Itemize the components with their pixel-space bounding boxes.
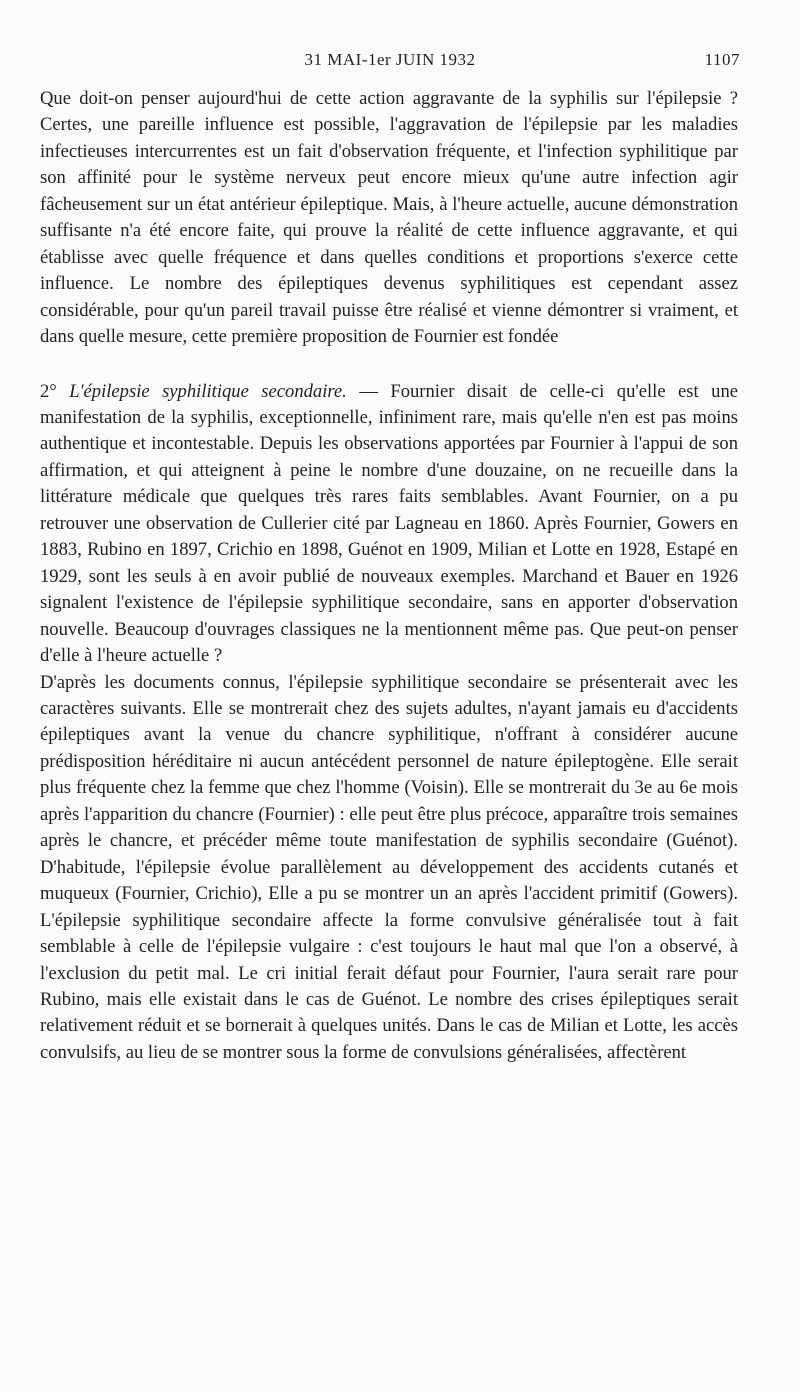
paragraph-section-2-intro [40,379,738,670]
paragraph-characteristics: D'après les documents connus, l'épilepsie syphilitique secondaire se présenterait avec les caractères suivants. Elle se montrerait chez des sujets adultes, n'ayant jamais eu d'accidents épileptiques avant la venue du chancre syphilitique, n'offrant à considérer aucune prédisposition héréditaire ni aucun antécédent personnel de nature épileptogène. Elle serait plus fréquente chez la femme que chez l'homme (Voisin). Elle se montrerait du 3e au 6e mois après l'apparition du chancre (Fournier) : elle peut être plus précoce, apparaître trois semaines après le chancre, et précéder même toute manifestation de syphilis secondaire (Guénot). D'habitude, l'épilepsie évolue parallèlement au développement des accidents cutanés et muqueux (Fournier, Crichio), Elle a pu se montrer un an après l'accident primitif (Gowers). L'épilepsie syphilitique secondaire affecte la forme convulsive généralisée tout à fait semblable à celle de l'épilepsie vulgaire : c'est toujours le haut mal que l'on a observé, à l'exclusion du petit mal. Le cri initial ferait défaut pour Fournier, l'aura serait rare pour Rubino, mais elle existait dans le cas de Guénot. Le nombre des crises épileptiques serait relativement réduit et se bornerait à quelques unités. Dans le cas de Milian et Lotte, les accès convulsifs, au lieu de se montrer sous la forme de convulsions généralisées, affectèrent [40,671,738,1063]
section-title: L'épilepsie syphilitique secondaire. [69,380,347,402]
page-header [40,50,740,76]
paragraph-aggravation: Que doit-on penser aujourd'hui de cette action aggravante de la syphilis sur l'épilepsie ? Certes, une pareille influence est possible, l'aggravation de l'épilepsie par les maladies infectieuses intercurrentes est un fait d'observation fréquente, et l'infection syphilitique par son affinité pour le système nerveux peut encore mieux qu'une autre infection agir fâcheusement sur un état antérieur épileptique. Mais, à l'heure actuelle, aucune démonstration suffisante n'a été encore faite, qui prouve la réalité de cette influence aggravante, et qui établisse avec quelle fréquence et dans quelles conditions et proportions s'exerce cette influence. Le nombre des épileptiques devenus syphilitiques est cependant assez considérable, pour qu'un pareil travail puisse être réalisé et vienne démontrer si vraiment, et dans quelle mesure, cette première proposition de Fournier est fondée [40,88,738,348]
body-text [40,86,738,1066]
section-number: 2° [40,380,57,402]
section-2-text: — Fournier disait de celle-ci qu'elle est une manifestation de la syphilis, exceptionnelle, infiniment rare, mais qu'elle n'en est pas moins authentique et incontestable. Depuis les observations apportées par Fournier à l'appui de son affirmation, et qui atteignent à peine le nombre d'une douzaine, on ne recueille dans la littérature médicale que quelques très rares faits semblables. Avant Fournier, on a pu retrouver une observation de Cullerier cité par Lagneau en 1860. Après Fournier, Gowers en 1883, Rubino en 1897, Crichio en 1898, Guénot en 1909, Milian et Lotte en 1928, Estapé en 1929, sont les seuls à en avoir publié de nouveaux exemples. Marchand et Bauer en 1926 signalent l'existence de l'épilepsie syphilitique secondaire, sans en apporter d'observation nouvelle. Beaucoup d'ouvrages classiques ne la mentionnent même pas. Que peut-on penser d'elle à l'heure actuelle ? [40,380,738,667]
header-date: 31 MAI-1er JUIN 1932 [304,50,476,69]
page-number: 1107 [704,50,740,69]
